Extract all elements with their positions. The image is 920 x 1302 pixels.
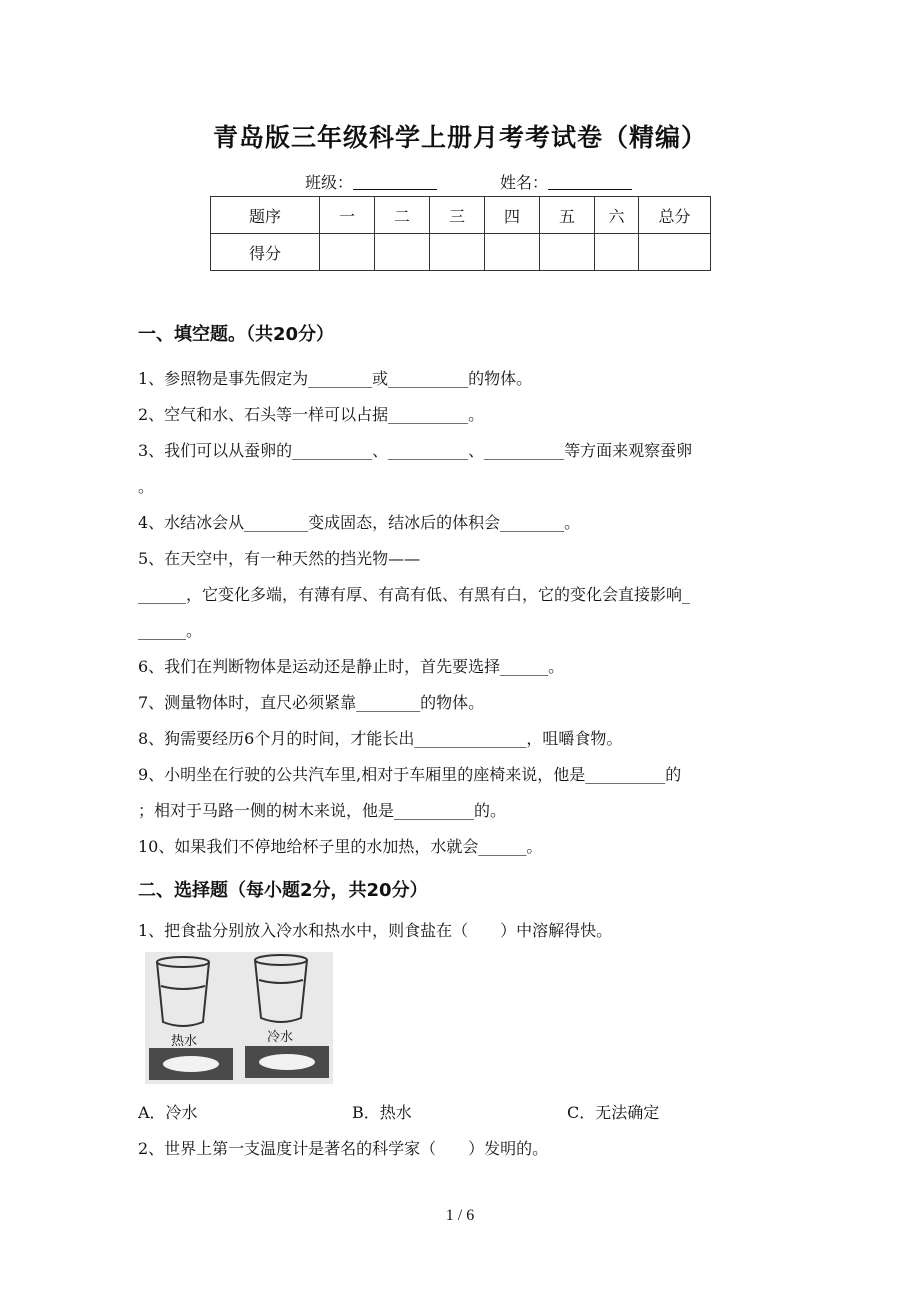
question-line: 2、空气和水、石头等一样可以占据__________。	[138, 405, 485, 424]
question-line: ______。	[138, 621, 203, 640]
score-table-score-row	[211, 234, 711, 271]
section2-heading: 二、选择题（每小题2分，共20分）	[138, 880, 428, 901]
class-label: 班级：	[305, 173, 354, 192]
name-label: 姓名：	[500, 173, 549, 192]
class-field	[305, 170, 437, 193]
table-cell: 题序	[211, 197, 320, 234]
cups-figure	[145, 952, 333, 1084]
page-title: 青岛版三年级科学上册月考考试卷（精编）	[212, 123, 707, 152]
table-cell: 得分	[211, 234, 320, 271]
question-line: 8、狗需要经历6个月的时间，才能长出______________，咀嚼食物。	[138, 729, 623, 748]
question-line: 9、小明坐在行驶的公共汽车里,相对于车厢里的座椅来说，他是__________的	[138, 765, 682, 784]
cold-water-label: 冷水	[267, 1030, 294, 1045]
question-line: 4、水结冰会从________变成固态，结冰后的体积会________。	[138, 513, 581, 532]
section1-heading: 一、填空题。（共20分）	[138, 324, 335, 345]
choice-question-2: 2、世界上第一支温度计是著名的科学家（ ）发明的。	[138, 1139, 549, 1158]
question-line: 7、测量物体时，直尺必须紧靠________的物体。	[138, 693, 485, 712]
class-blank	[353, 173, 437, 190]
table-cell: 六	[595, 197, 639, 234]
question-line: 3、我们可以从蚕卵的__________、__________、__________等方面来观察蚕卵	[138, 441, 693, 460]
name-blank	[548, 173, 632, 190]
hot-water-label: 热水	[171, 1034, 198, 1049]
score-input-cell[interactable]	[320, 234, 375, 271]
question-line: 6、我们在判断物体是运动还是静止时，首先要选择______。	[138, 657, 565, 676]
cups-illustration	[145, 952, 333, 1084]
question-line: 5、在天空中，有一种天然的挡光物——	[138, 549, 421, 568]
question-line: 10、如果我们不停地给杯子里的水加热，水就会______。	[138, 837, 543, 856]
question-line: 1、参照物是事先假定为________或__________的物体。	[138, 369, 533, 388]
score-table	[210, 196, 711, 271]
page-number: 1 / 6	[445, 1207, 475, 1224]
score-table-header-row	[211, 197, 711, 234]
table-cell: 一	[320, 197, 375, 234]
score-input-cell[interactable]	[639, 234, 711, 271]
table-cell: 五	[540, 197, 595, 234]
option-c[interactable]: C．无法确定	[567, 1103, 660, 1122]
question-line: 。	[138, 477, 155, 496]
score-input-cell[interactable]	[375, 234, 430, 271]
option-a[interactable]: A．冷水	[138, 1103, 198, 1122]
question-line: ；相对于马路一侧的树木来说，他是__________的。	[138, 801, 507, 820]
question-line: ______，它变化多端，有薄有厚、有高有低、有黑有白，它的变化会直接影响_	[138, 585, 691, 604]
option-b[interactable]: B．热水	[352, 1103, 412, 1122]
score-input-cell[interactable]	[430, 234, 485, 271]
table-cell: 二	[375, 197, 430, 234]
name-field	[500, 170, 632, 193]
choice-question-1: 1、把食盐分别放入冷水和热水中，则食盐在（ ）中溶解得快。	[138, 921, 613, 940]
score-input-cell[interactable]	[595, 234, 639, 271]
score-input-cell[interactable]	[485, 234, 540, 271]
score-input-cell[interactable]	[540, 234, 595, 271]
table-cell: 三	[430, 197, 485, 234]
table-cell: 总分	[639, 197, 711, 234]
table-cell: 四	[485, 197, 540, 234]
